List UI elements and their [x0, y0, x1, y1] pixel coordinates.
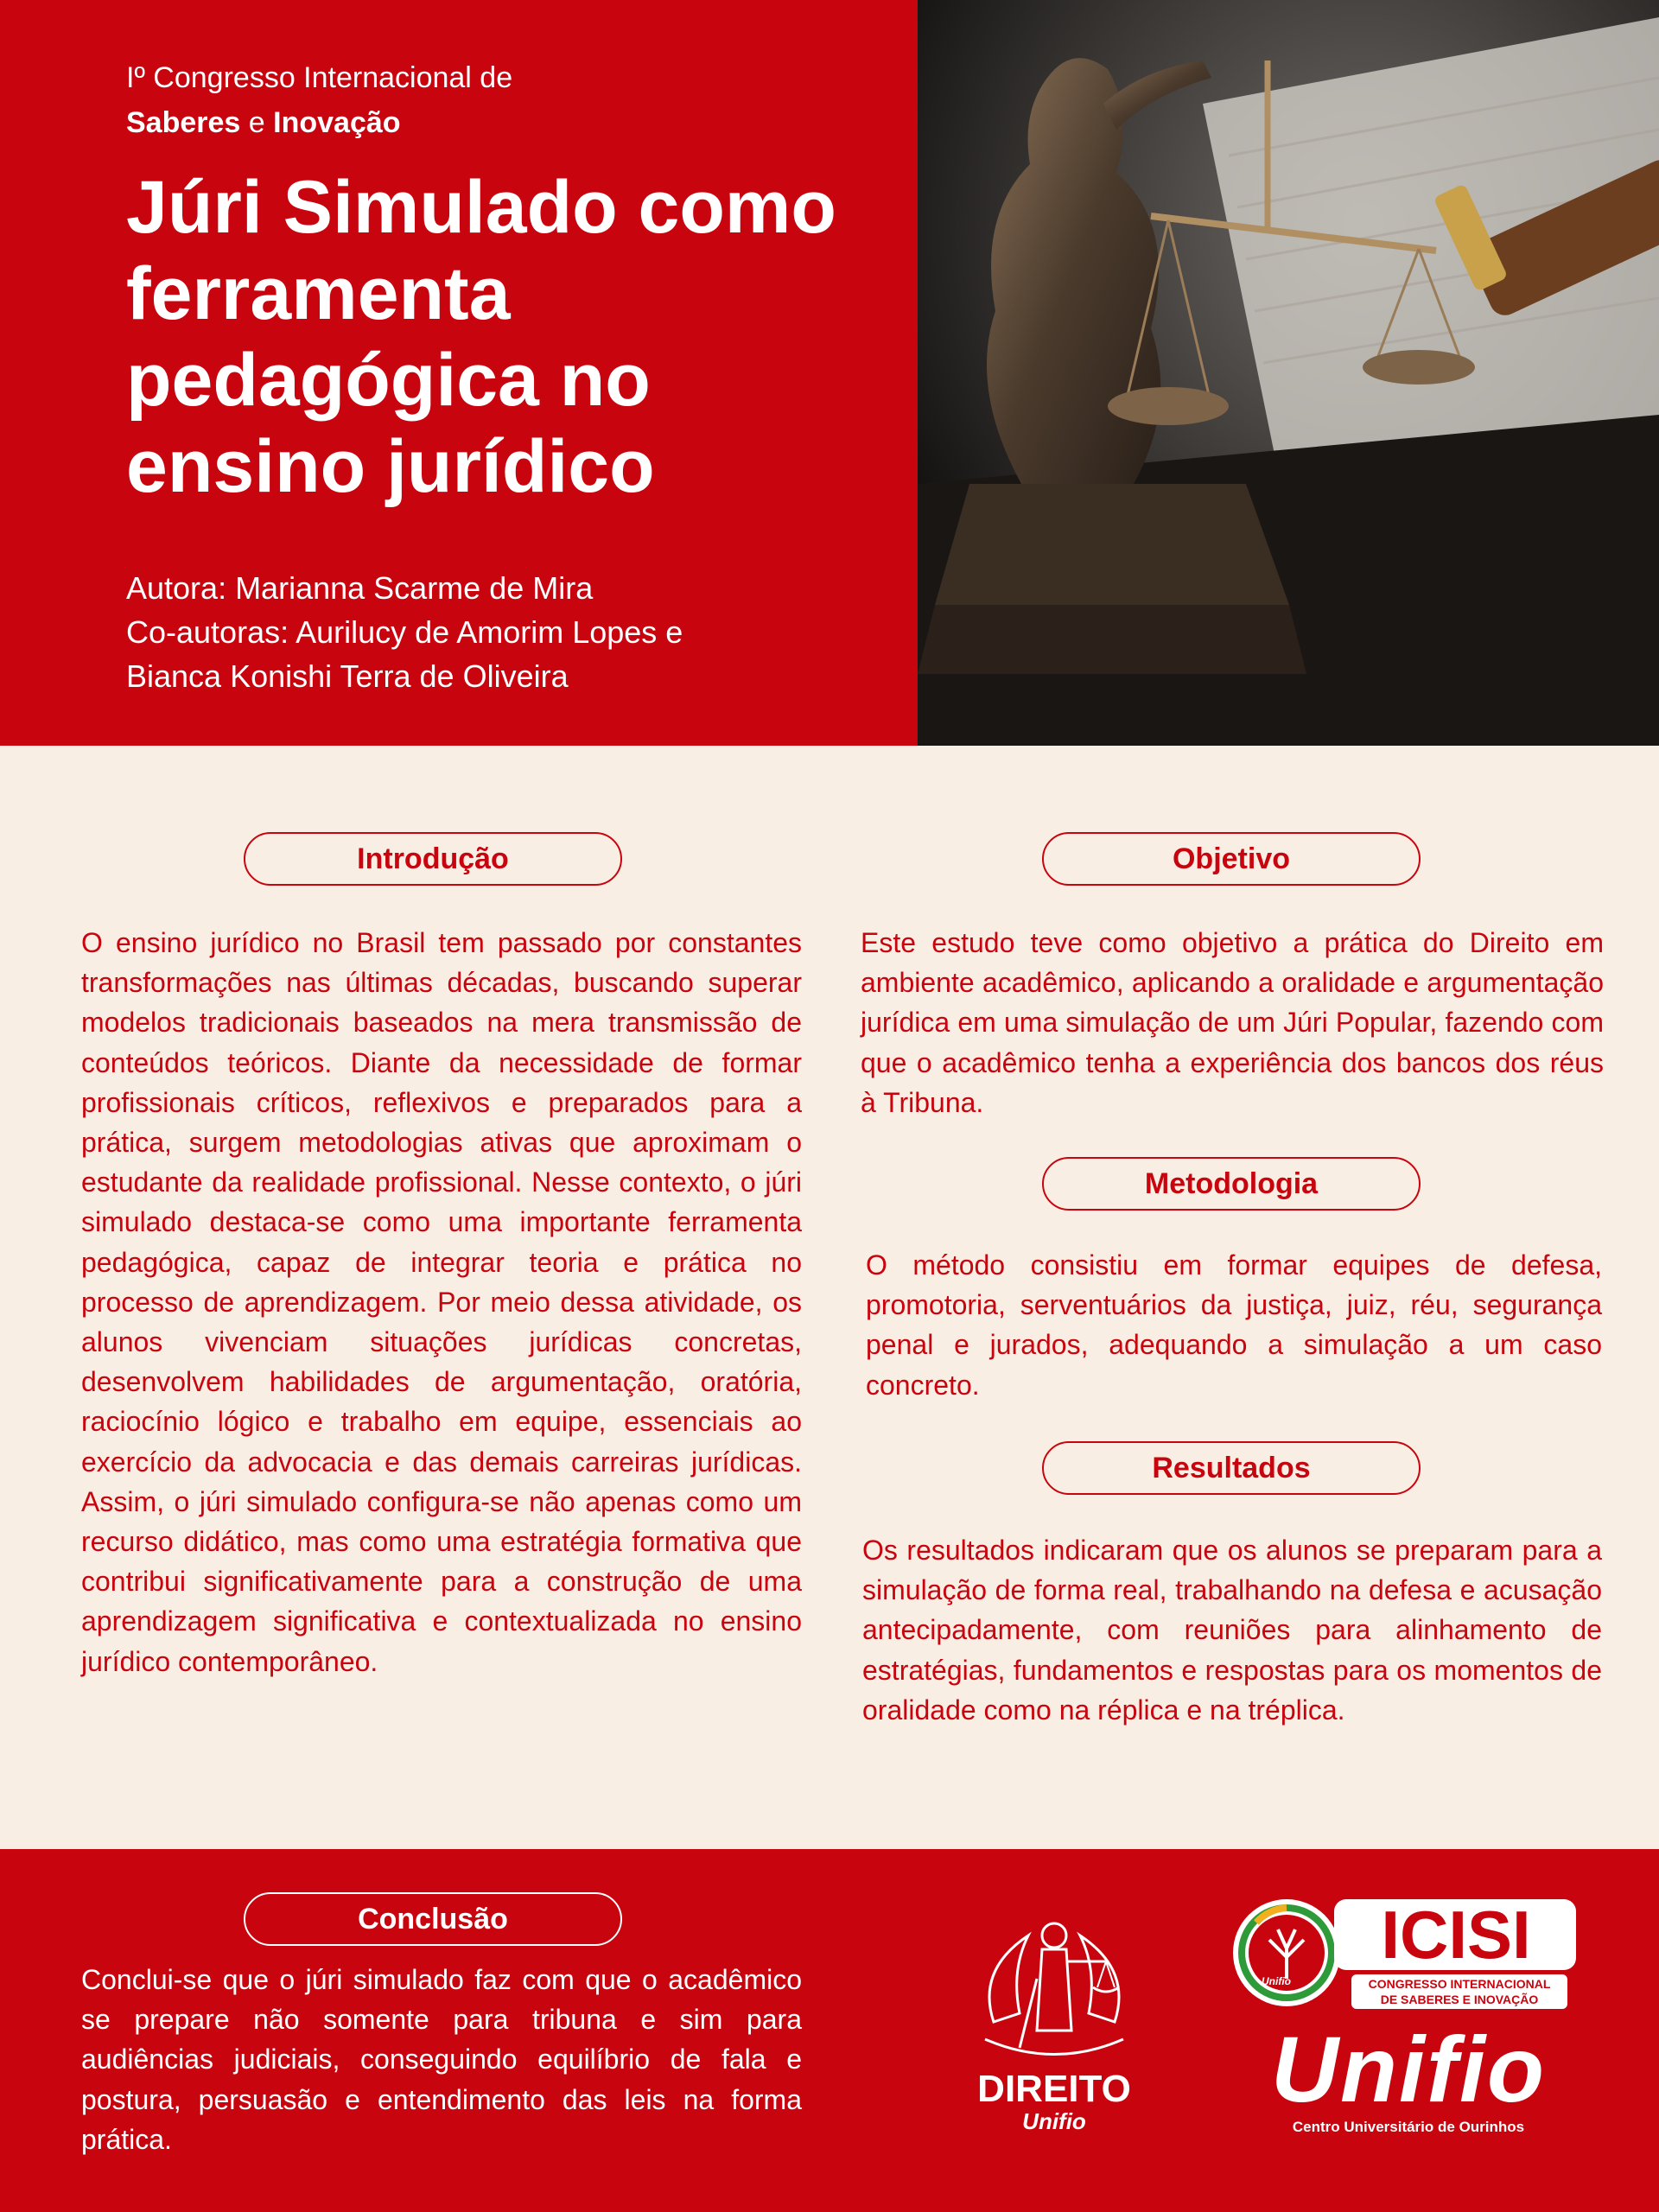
- congress-saberes: Saberes: [126, 106, 241, 139]
- congress-line-1: Iº Congresso Internacional de: [126, 61, 513, 94]
- unifio-wordmark: Unifio: [1271, 2017, 1546, 2121]
- congress-name: [126, 55, 512, 145]
- icisi-wordmark: ICISI: [1381, 1897, 1531, 1973]
- justice-statue-illustration: [918, 0, 1659, 746]
- objetivo-text: Este estudo teve como objetivo a prática do Direito em ambiente acadêmico, aplicando a oralidade e argumentação jurídica em uma simulação de um Júri Popular, fazendo com que o acadêmico tenha a experiência dos bancos dos réus à Tribuna.: [861, 927, 1604, 1118]
- icisi-subtitle-line-1: CONGRESSO INTERNACIONAL: [1368, 1977, 1551, 1991]
- icisi-subtitle: [1351, 1976, 1567, 2007]
- introducao-heading: Introdução: [244, 832, 622, 886]
- congress-line-2: [126, 100, 512, 145]
- congress-inovacao: Inovação: [273, 106, 401, 139]
- authors-block: [126, 566, 904, 698]
- direito-logo: [959, 1910, 1149, 2134]
- congress-e: e: [240, 106, 274, 139]
- unifio-logo: [1227, 2017, 1590, 2143]
- coauthors-line-1: Co-autoras: Aurilucy de Amorim Lopes e: [126, 614, 683, 650]
- direito-logo-text: DIREITO: [977, 2068, 1131, 2110]
- justice-statue-photo: [918, 0, 1659, 746]
- resultados-heading: Resultados: [1042, 1441, 1421, 1495]
- metodologia-text: O método consistiu em formar equipes de defesa, promotoria, serventuários da justiça, juiz, réu, segurança penal e jurados, adequando a simulação a um caso concreto.: [866, 1249, 1602, 1401]
- direito-logo-sub: Unifio: [1022, 2108, 1086, 2134]
- author-line: Autora: Marianna Scarme de Mira: [126, 570, 594, 606]
- icisi-tree-emblem-icon: [1230, 1897, 1343, 2009]
- conclusao-heading: Conclusão: [244, 1892, 622, 1946]
- icisi-logo: [1230, 1892, 1576, 2013]
- objetivo-heading: Objetivo: [1042, 832, 1421, 886]
- icisi-subtitle-line-2: DE SABERES E INOVAÇÃO: [1380, 1993, 1539, 2006]
- introducao-text: O ensino jurídico no Brasil tem passado por constantes transformações nas últimas décadas, buscando superar modelos tradicionais baseados na mera transmissão de conteúdos teóricos. Diante da necessidade de formar profissionais críticos, reflexivos e preparados para a prática, surgem metodologias ativas que aproximam o estudante da realidade profissional. Nesse contexto, o júri simulado destaca-se como uma importante ferramenta pedagógica, capaz de integrar teoria e prática no processo de aprendizagem. Por meio dessa atividade, os alunos vivenciam situações jurídicas concretas, desenvolvem habilidades de argumentação, oratória, raciocínio lógico e trabalho em equipe, essenciais ao exercício da advocacia e das demais carreiras jurídicas. Assim, o júri simulado configura-se não apenas como um recurso didático, mas como uma estratégia formativa que contribui significativamente para a construção de uma aprendizagem significativa e contextualizada no ensino jurídico contemporâneo.: [81, 927, 802, 1677]
- poster-title: Júri Simulado como ferramenta pedagógica no ensino jurídico: [126, 166, 836, 508]
- metodologia-heading: Metodologia: [1042, 1157, 1421, 1211]
- coauthors-line-2: Bianca Konishi Terra de Oliveira: [126, 658, 569, 694]
- resultados-text: Os resultados indicaram que os alunos se preparam para a simulação de forma real, trabalhando na defesa e acusação antecipadamente, com reuniões para alinhamento de estratégias, fundamentos e respostas para os momentos de oralidade como na réplica e na tréplica.: [862, 1535, 1602, 1726]
- conclusao-text: Conclui-se que o júri simulado faz com que o acadêmico se prepare não somente para tribuna e sim para audiências judiciais, conseguindo equilíbrio de fala e postura, persuasão e entendimento das leis na forma prática.: [81, 1964, 802, 2155]
- icisi-emblem-text: Unifio: [1262, 1975, 1291, 1987]
- unifio-subtitle: Centro Universitário de Ourinhos: [1292, 2119, 1525, 2135]
- justice-figure-icon: [959, 1910, 1149, 2065]
